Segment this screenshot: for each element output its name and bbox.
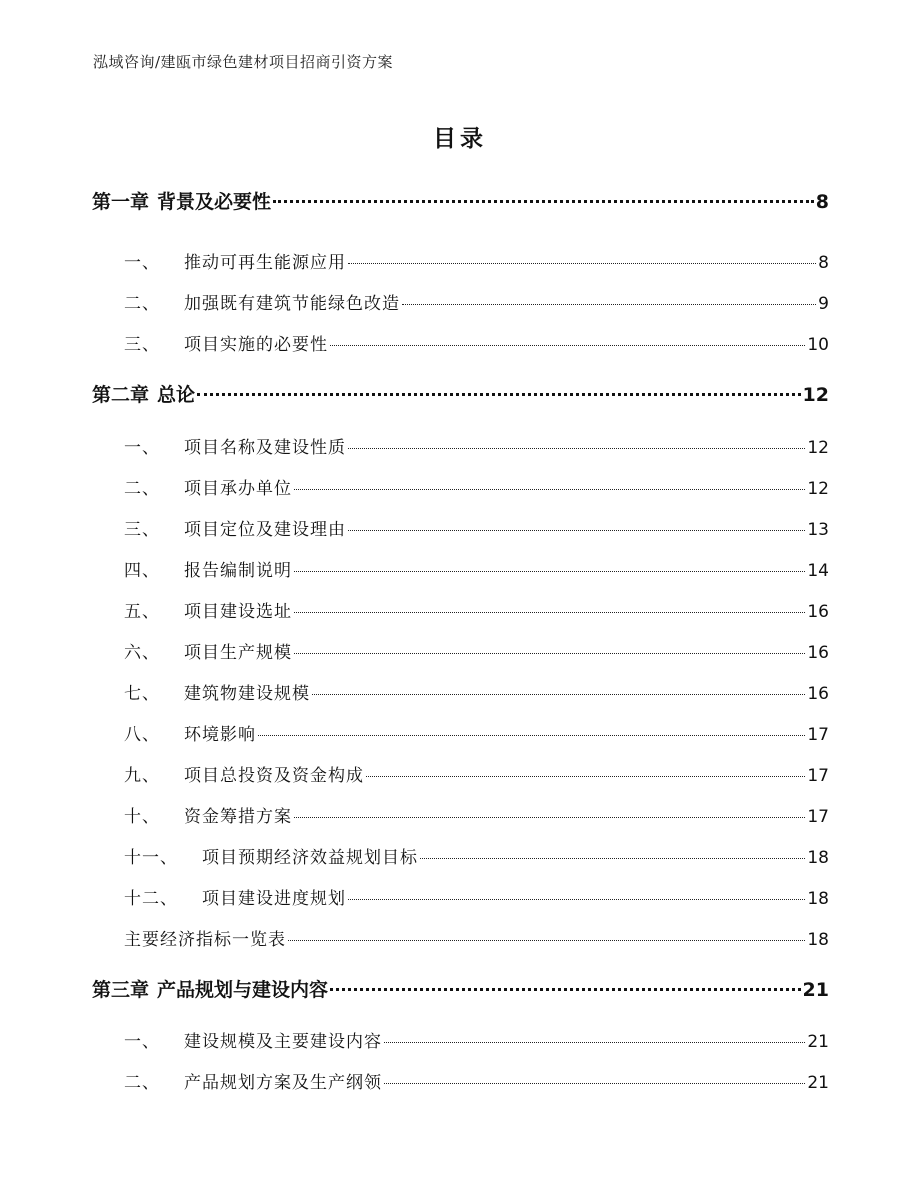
toc-entry-title: 项目预期经济效益规划目标 [202, 848, 418, 868]
dot-leader [294, 611, 805, 613]
toc-page-number: 21 [807, 1073, 829, 1093]
toc-entry-number: 八、 [124, 725, 160, 745]
toc-entry-label [124, 556, 292, 581]
toc-entry-label [124, 802, 292, 827]
toc-page-number: 16 [807, 602, 829, 622]
toc-entry-label [124, 638, 292, 663]
dot-leader [384, 1082, 805, 1084]
dot-leader [366, 775, 805, 777]
toc-section-entry[interactable] [124, 720, 829, 745]
toc-page-number: 13 [807, 520, 829, 540]
toc-section-entry[interactable] [124, 248, 829, 273]
toc-page-number: 17 [807, 725, 829, 745]
running-header: 泓域咨询/建瓯市绿色建材项目招商引资方案 [93, 53, 394, 71]
toc-entry-number: 十二、 [124, 889, 178, 909]
toc-entry-label [124, 925, 286, 950]
dot-leader [294, 570, 805, 572]
toc-section-entry[interactable] [124, 433, 829, 458]
toc-entry-label [124, 289, 400, 314]
toc-entry-number: 第一章 [92, 191, 150, 213]
dot-leader [294, 652, 805, 654]
dot-leader [312, 693, 805, 695]
toc-page-number: 9 [818, 294, 829, 314]
toc-entry-title: 报告编制说明 [184, 561, 292, 581]
toc-page-number: 8 [815, 191, 829, 213]
dot-leader [384, 1041, 805, 1043]
toc-entry-label [92, 187, 271, 214]
toc-page-number: 16 [807, 643, 829, 663]
toc-section-entry[interactable] [124, 556, 829, 581]
toc-page-number: 21 [802, 979, 829, 1001]
toc-page-number: 10 [807, 335, 829, 355]
toc-entry-title: 项目总投资及资金构成 [184, 766, 364, 786]
toc-entry-title: 加强既有建筑节能绿色改造 [184, 294, 400, 314]
dot-leader [330, 344, 805, 346]
dot-leader [288, 939, 805, 941]
toc-entry-title: 项目建设进度规划 [202, 889, 346, 909]
toc-chapter-entry[interactable] [92, 187, 829, 214]
toc-entry-title: 产品规划与建设内容 [157, 979, 329, 1001]
toc-section-entry[interactable] [124, 843, 829, 868]
toc-entry-number: 十、 [124, 807, 160, 827]
toc-entry-label [124, 597, 292, 622]
toc-entry-title: 建设规模及主要建设内容 [184, 1032, 382, 1052]
toc-page-number: 16 [807, 684, 829, 704]
toc-entry-number: 三、 [124, 335, 160, 355]
toc-section-entry[interactable] [124, 679, 829, 704]
dot-leader [348, 262, 816, 264]
dot-leader [330, 987, 801, 991]
toc-entry-number: 一、 [124, 438, 160, 458]
toc-entry-label [124, 1027, 382, 1052]
toc-section-entry[interactable] [124, 474, 829, 499]
toc-section-entry[interactable] [124, 802, 829, 827]
toc-section-entry[interactable] [124, 638, 829, 663]
dot-leader [348, 447, 805, 449]
toc-entry-label [124, 433, 346, 458]
toc-entry-label [124, 248, 346, 273]
toc-section-entry[interactable] [124, 925, 829, 950]
toc-entry-title: 总论 [157, 384, 196, 406]
toc-section-entry[interactable] [124, 330, 829, 355]
toc-entry-label [124, 761, 364, 786]
toc-entry-label [124, 1068, 382, 1093]
toc-entry-label [124, 515, 346, 540]
toc-entry-label [92, 975, 328, 1002]
dot-leader [273, 199, 814, 203]
toc-entry-title: 环境影响 [184, 725, 256, 745]
toc-chapter-entry[interactable] [92, 975, 829, 1002]
toc-page-number: 18 [807, 848, 829, 868]
toc-entry-number: 三、 [124, 520, 160, 540]
toc-entry-title: 资金筹措方案 [184, 807, 292, 827]
toc-entry-title: 项目定位及建设理由 [184, 520, 346, 540]
toc-entry-title: 项目生产规模 [184, 643, 292, 663]
dot-leader [420, 857, 805, 859]
toc-section-entry[interactable] [124, 1027, 829, 1052]
toc-entry-title: 产品规划方案及生产纲领 [184, 1073, 382, 1093]
toc-entry-number: 第三章 [92, 979, 150, 1001]
toc-page-number: 8 [818, 253, 829, 273]
toc-section-entry[interactable] [124, 597, 829, 622]
toc-entry-number: 第二章 [92, 384, 150, 406]
toc-entry-number: 九、 [124, 766, 160, 786]
toc-entry-number: 七、 [124, 684, 160, 704]
toc-section-entry[interactable] [124, 761, 829, 786]
toc-entry-label [124, 884, 346, 909]
toc-page-number: 18 [807, 930, 829, 950]
dot-leader [348, 529, 805, 531]
toc-entry-number: 一、 [124, 253, 160, 273]
toc-page-number: 12 [802, 384, 829, 406]
toc-section-entry[interactable] [124, 884, 829, 909]
dot-leader [258, 734, 805, 736]
toc-entry-number: 五、 [124, 602, 160, 622]
toc-page-number: 21 [807, 1032, 829, 1052]
dot-leader [294, 816, 805, 818]
toc-entry-number: 二、 [124, 1073, 160, 1093]
toc-entry-title: 主要经济指标一览表 [124, 930, 286, 950]
toc-entry-number: 二、 [124, 479, 160, 499]
toc-entry-title: 项目建设选址 [184, 602, 292, 622]
toc-entry-title: 建筑物建设规模 [184, 684, 310, 704]
toc-entry-title: 项目实施的必要性 [184, 335, 328, 355]
toc-page-number: 12 [807, 438, 829, 458]
toc-entry-label [92, 380, 195, 407]
toc-entry-number: 四、 [124, 561, 160, 581]
dot-leader [197, 392, 801, 396]
toc-page-number: 18 [807, 889, 829, 909]
toc-entry-title: 背景及必要性 [157, 191, 272, 213]
toc-entry-label [124, 474, 292, 499]
toc-section-entry[interactable] [124, 1068, 829, 1093]
toc-page-number: 17 [807, 807, 829, 827]
toc-section-entry[interactable] [124, 515, 829, 540]
toc-section-entry[interactable] [124, 289, 829, 314]
toc-chapter-entry[interactable] [92, 380, 829, 407]
toc-entry-title: 项目名称及建设性质 [184, 438, 346, 458]
toc-page-number: 12 [807, 479, 829, 499]
toc-entry-number: 一、 [124, 1032, 160, 1052]
toc-entry-title: 推动可再生能源应用 [184, 253, 346, 273]
dot-leader [348, 898, 805, 900]
toc-entry-label [124, 720, 256, 745]
dot-leader [294, 488, 805, 490]
toc-entry-label [124, 330, 328, 355]
toc-entry-number: 二、 [124, 294, 160, 314]
toc-page-number: 17 [807, 766, 829, 786]
dot-leader [402, 303, 816, 305]
toc-page-number: 14 [807, 561, 829, 581]
toc-entry-number: 十一、 [124, 848, 178, 868]
page-title: 目录 [433, 126, 487, 152]
toc-entry-label [124, 843, 418, 868]
toc-entry-title: 项目承办单位 [184, 479, 292, 499]
toc-entry-label [124, 679, 310, 704]
toc-entry-number: 六、 [124, 643, 160, 663]
